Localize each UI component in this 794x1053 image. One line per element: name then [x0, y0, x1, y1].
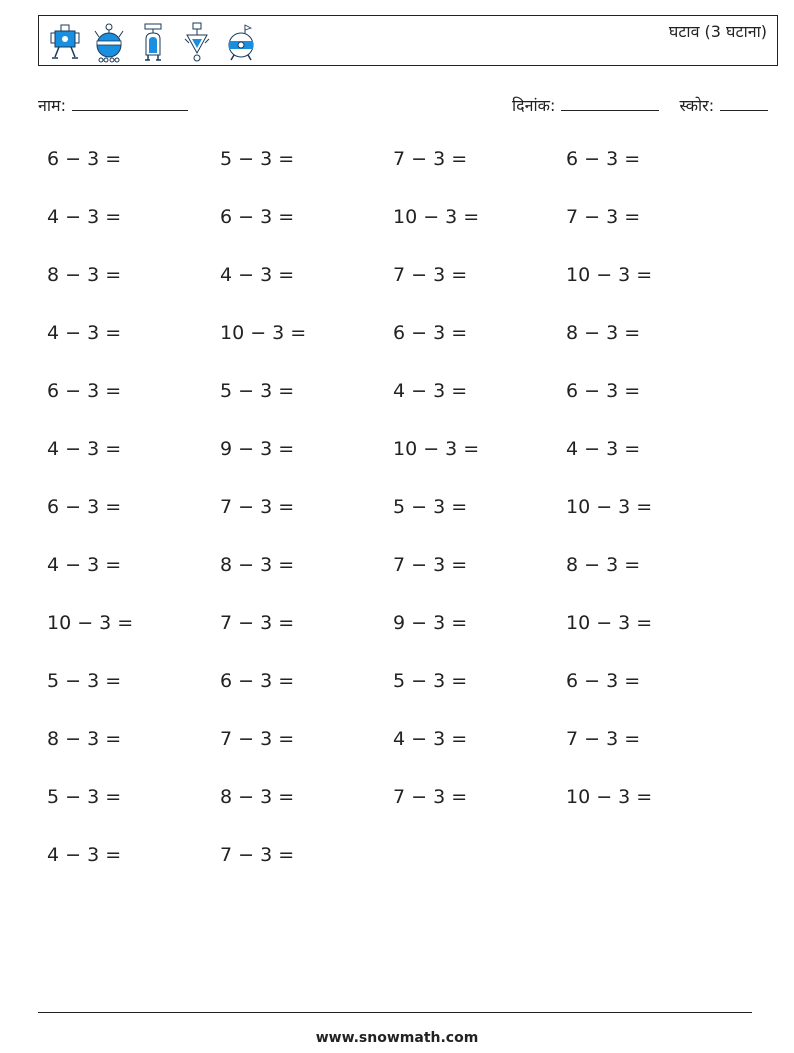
robot-icons	[49, 20, 257, 64]
problem-item: 5 − 3 =	[220, 148, 295, 170]
problem-item: 7 − 3 =	[220, 728, 295, 750]
name-field	[38, 94, 188, 116]
problem-item: 6 − 3 =	[47, 148, 122, 170]
problem-item: 10 − 3 =	[47, 612, 134, 634]
problem-item: 6 − 3 =	[566, 670, 641, 692]
problem-item: 8 − 3 =	[47, 264, 122, 286]
score-label: स्कोर:	[679, 96, 715, 115]
problem-item: 7 − 3 =	[393, 786, 468, 808]
problem-item: 7 − 3 =	[220, 612, 295, 634]
problem-item: 7 − 3 =	[220, 496, 295, 518]
problem-item: 4 − 3 =	[220, 264, 295, 286]
footer-url: www.snowmath.com	[315, 1030, 479, 1046]
robot-2-icon	[93, 21, 125, 63]
problem-item: 5 − 3 =	[393, 670, 468, 692]
problem-item: 9 − 3 =	[393, 612, 468, 634]
problem-item: 7 − 3 =	[566, 728, 641, 750]
robot-5-icon	[225, 21, 257, 63]
problem-item: 4 − 3 =	[47, 322, 122, 344]
problem-item: 8 − 3 =	[566, 322, 641, 344]
problem-item: 8 − 3 =	[47, 728, 122, 750]
problem-item: 10 − 3 =	[566, 786, 653, 808]
name-label: नाम:	[38, 96, 66, 115]
problem-item: 10 − 3 =	[566, 612, 653, 634]
problem-item: 5 − 3 =	[220, 380, 295, 402]
problem-item: 10 − 3 =	[566, 264, 653, 286]
worksheet-title: घटाव (3 घटाना)	[668, 22, 767, 41]
problem-item: 4 − 3 =	[47, 206, 122, 228]
score-blank	[720, 96, 768, 111]
robot-1-icon	[49, 21, 81, 63]
problem-item: 6 − 3 =	[47, 380, 122, 402]
problem-item: 4 − 3 =	[393, 728, 468, 750]
date-score-field	[512, 94, 768, 116]
problem-item: 7 − 3 =	[566, 206, 641, 228]
worksheet-header	[38, 15, 778, 66]
name-blank	[72, 96, 188, 111]
problem-item: 4 − 3 =	[47, 554, 122, 576]
problem-item: 6 − 3 =	[566, 380, 641, 402]
problem-item: 6 − 3 =	[47, 496, 122, 518]
date-label: दिनांक:	[512, 96, 556, 115]
problem-item: 6 − 3 =	[393, 322, 468, 344]
robot-3-icon	[137, 21, 169, 63]
problem-item: 7 − 3 =	[393, 148, 468, 170]
problem-item: 4 − 3 =	[393, 380, 468, 402]
problem-item: 4 − 3 =	[566, 438, 641, 460]
problem-item: 9 − 3 =	[220, 438, 295, 460]
date-blank	[561, 96, 659, 111]
problem-item: 5 − 3 =	[393, 496, 468, 518]
problem-item: 5 − 3 =	[47, 786, 122, 808]
problem-item: 4 − 3 =	[47, 438, 122, 460]
problem-item: 6 − 3 =	[566, 148, 641, 170]
problem-item: 6 − 3 =	[220, 670, 295, 692]
problem-item: 8 − 3 =	[220, 786, 295, 808]
robot-4-icon	[181, 21, 213, 63]
problem-item: 10 − 3 =	[393, 206, 480, 228]
problem-item: 8 − 3 =	[566, 554, 641, 576]
problem-item: 10 − 3 =	[393, 438, 480, 460]
footer-divider	[38, 1012, 752, 1013]
problem-item: 7 − 3 =	[393, 264, 468, 286]
problem-item: 10 − 3 =	[220, 322, 307, 344]
problem-item: 4 − 3 =	[47, 844, 122, 866]
problem-item: 6 − 3 =	[220, 206, 295, 228]
problem-item: 7 − 3 =	[393, 554, 468, 576]
problem-item: 7 − 3 =	[220, 844, 295, 866]
problem-item: 10 − 3 =	[566, 496, 653, 518]
problem-item: 5 − 3 =	[47, 670, 122, 692]
problem-item: 8 − 3 =	[220, 554, 295, 576]
